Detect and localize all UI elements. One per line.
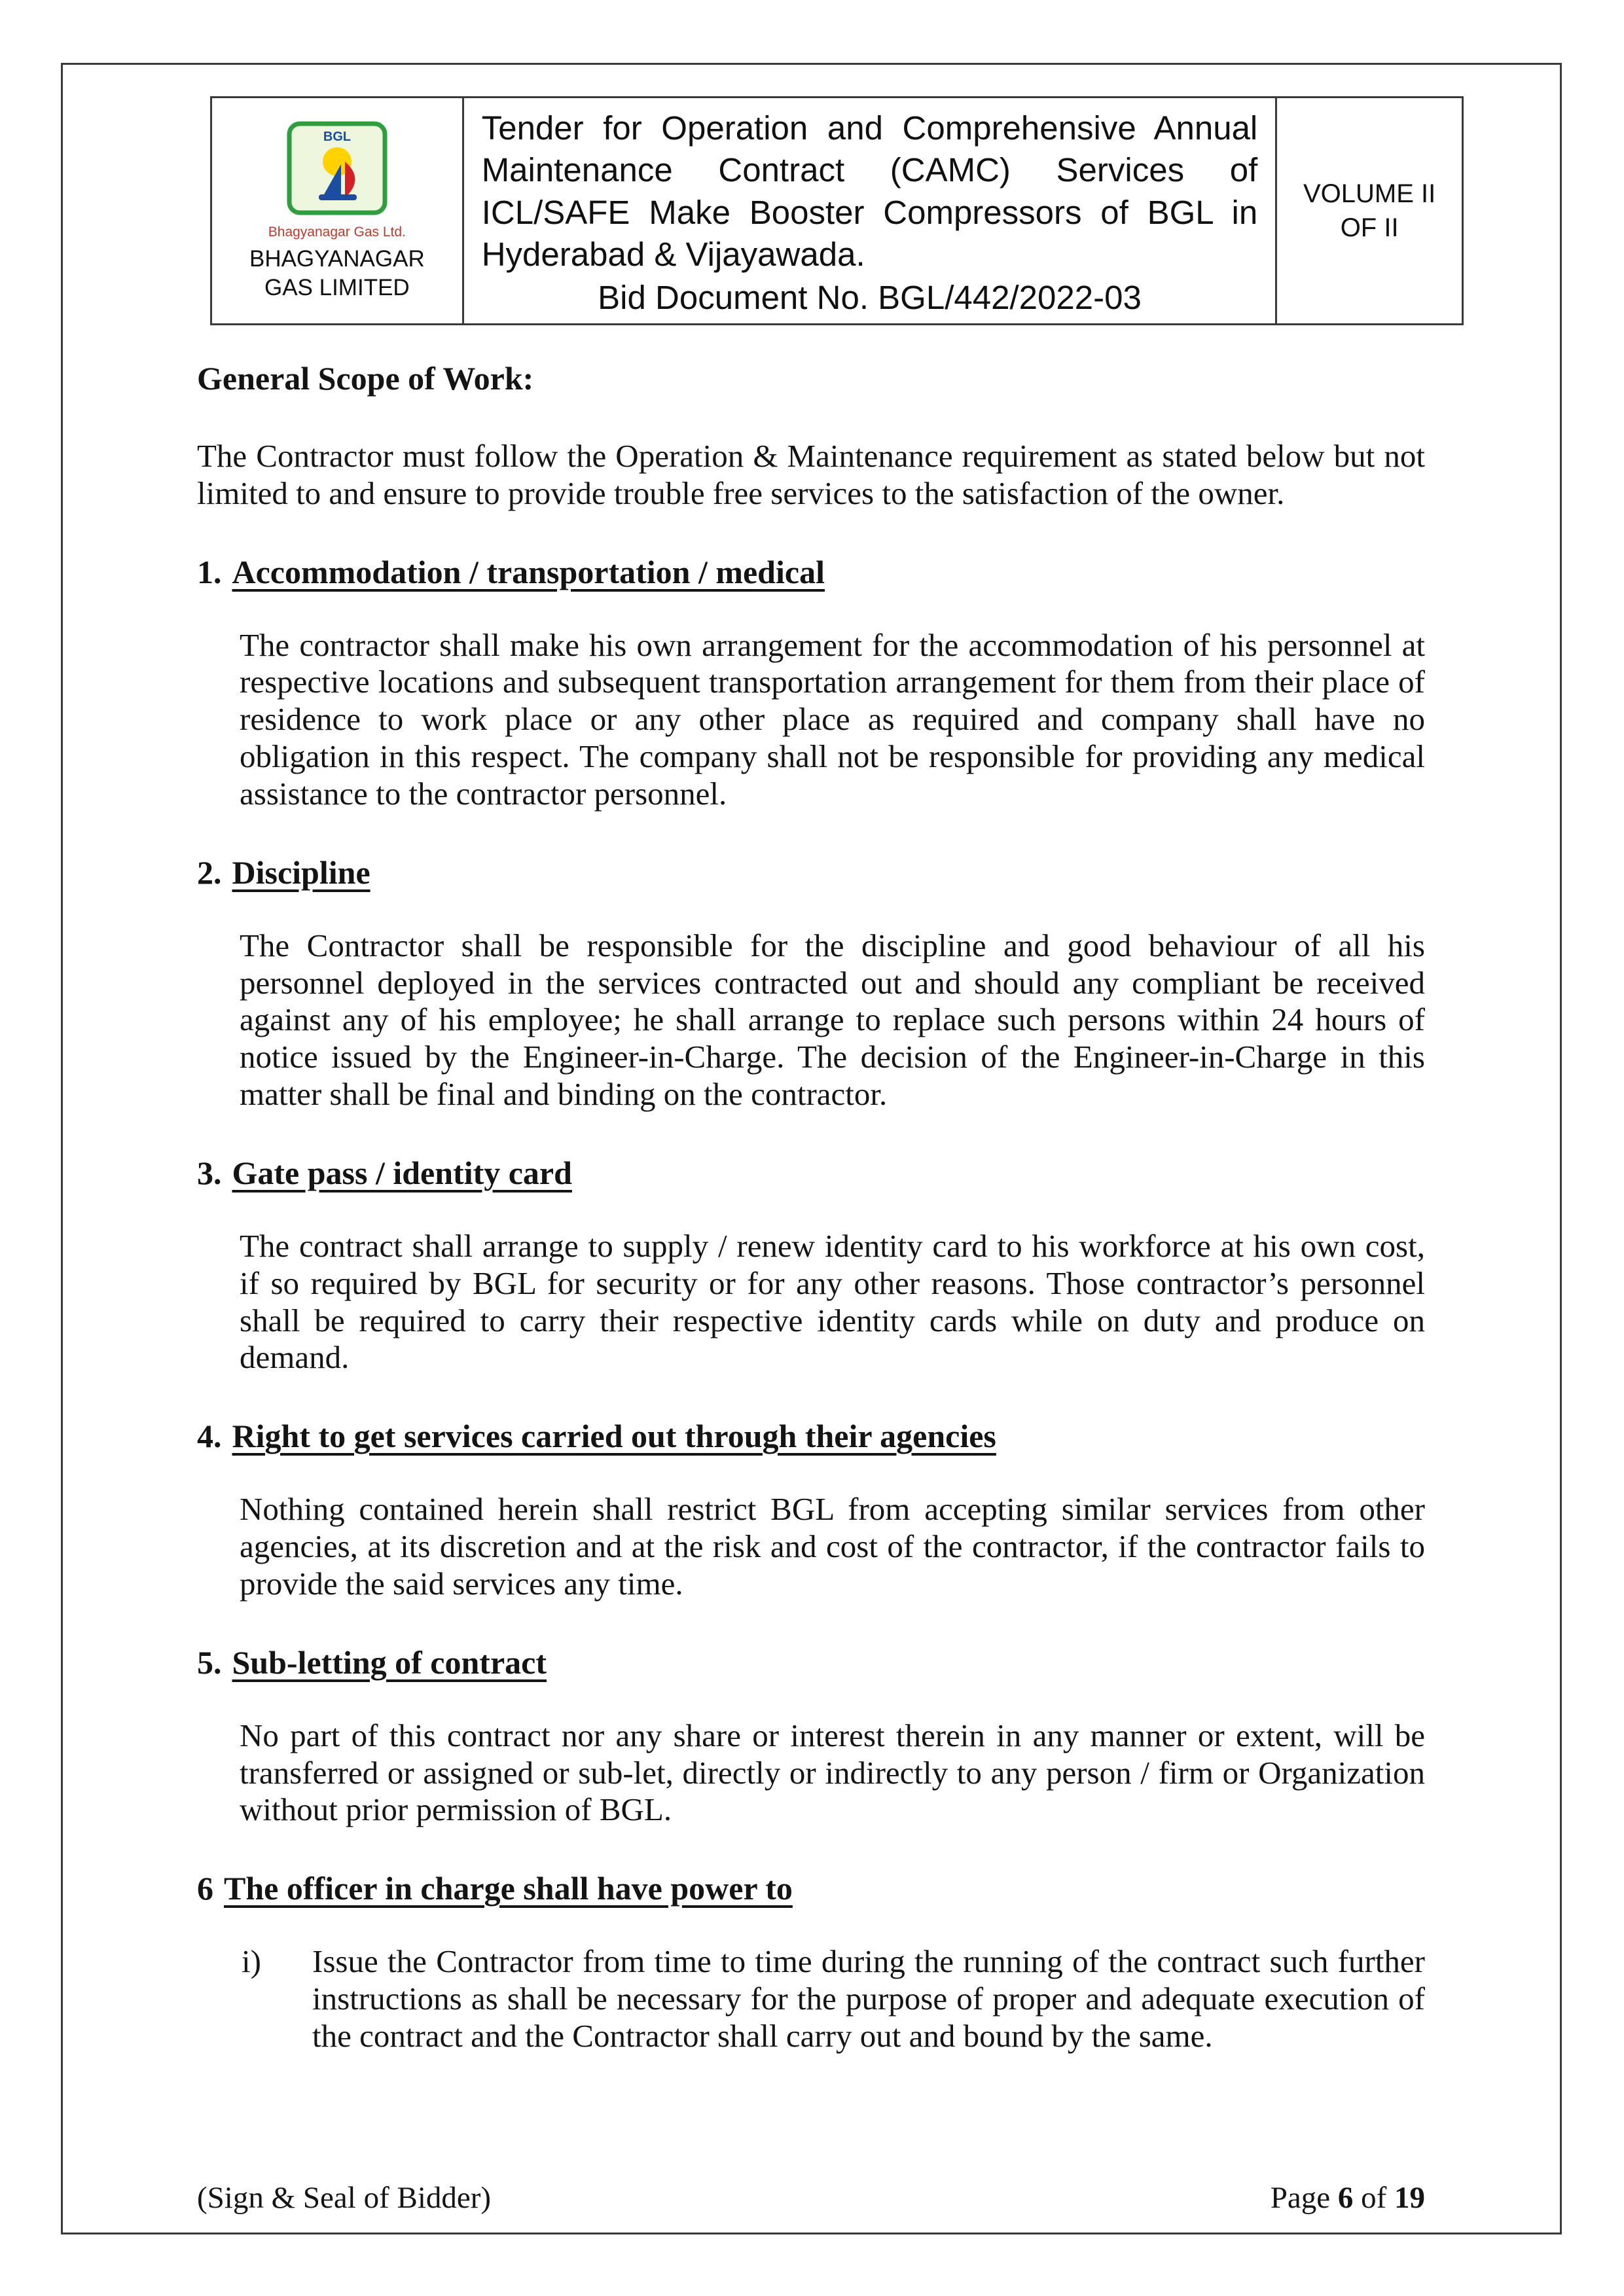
section-5 [197,1643,1425,1829]
section-2-number: 2. [197,853,222,891]
total-page-number: 19 [1394,2181,1425,2215]
document-title: Tender for Operation and Comprehensive Annual Maintenance Contract (CAMC) Services of ICL/SAFE Make Booster Compressors of BGL in Hyderabad & Vijayawada. [481,109,1258,273]
volume-line-2: OF II [1340,213,1399,242]
section-1-number: 1. [197,553,222,590]
page-number-indicator [1271,2180,1425,2215]
header-title-cell [463,98,1276,325]
intro-paragraph: The Contractor must follow the Operation & Maintenance requirement as stated below but not limited to and ensure to provide trouble free services to the satisfaction of the owner. [197,438,1425,511]
current-page-number: 6 [1337,2181,1354,2215]
list-marker-i: i) [242,1943,261,1980]
section-4-title: Right to get services carried out through their agencies [232,1418,996,1455]
section-2 [197,853,1425,1113]
section-5-title: Sub-letting of contract [232,1643,547,1681]
organization-name: BHAGYANAGAR GAS LIMITED [249,245,425,300]
bid-document-number: Bid Document No. BGL/442/2022-03 [598,279,1142,316]
section-3-paragraph: The contract shall arrange to supply / renew identity card to his workforce at his own cost, if so required by BGL for security or for any other reasons. Those contractor’s personnel shall be required to carry their respective identity cards while on duty and produce on demand. [240,1227,1425,1376]
section-6-number: 6 [197,1870,213,1907]
header-table [210,96,1464,325]
section-1-paragraph: The contractor shall make his own arrangement for the accommodation of his personnel at respective locations and subsequent transportation arrangement for them from their place of residence to work place or any other place as required and company shall have no obligation in this respect. The company shall not be responsible for providing any medical assistance to the contractor personnel. [240,626,1425,812]
list-item-i-text: Issue the Contractor from time to time during the running of the contract such further instructions as shall be necessary for the purpose of proper and adequate execution of the contract and the Contractor shall carry out and bound by the same. [312,1943,1425,2054]
section-3-heading [197,1154,1425,1192]
sign-seal-note: (Sign & Seal of Bidder) [197,2181,492,2215]
section-6-item-i [242,1943,1425,2054]
section-4-heading [197,1417,1425,1455]
section-5-number: 5. [197,1643,222,1681]
section-6 [197,1869,1425,2054]
logo-caption: Bhagyanagar Gas Ltd. [268,224,406,240]
section-1-title: Accommodation / transportation / medical [232,553,825,590]
section-3-number: 3. [197,1154,222,1191]
svg-text:BGL: BGL [323,129,351,144]
header-logo-cell [211,98,463,325]
page-word: Page [1270,2181,1331,2215]
page-title: General Scope of Work: [197,360,534,397]
section-6-heading [197,1869,1425,1907]
section-4 [197,1417,1425,1602]
volume-line-1: VOLUME II [1303,179,1436,208]
section-2-heading [197,853,1425,891]
section-1 [197,553,1425,813]
section-4-paragraph: Nothing contained herein shall restrict BGL from accepting similar services from other agencies, at its discretion and at the risk and cost of the contractor, if the contractor fails to provide the said services any time. [240,1491,1425,1602]
page-border [61,63,1562,2234]
section-2-title: Discipline [232,853,370,891]
section-3-title: Gate pass / identity card [232,1154,572,1191]
section-5-heading [197,1643,1425,1681]
section-1-heading [197,553,1425,591]
bgl-logo-icon [285,121,389,224]
section-2-paragraph: The Contractor shall be responsible for the discipline and good behaviour of all his personnel deployed in the services contracted out and should any compliant be received against any of his employee; he shall arrange to replace such persons within 24 hours of notice issued by the Engineer-in-Charge. The decision of the Engineer-in-Charge in this matter shall be final and binding on the contractor. [240,927,1425,1113]
section-4-number: 4. [197,1418,222,1455]
page-footer [197,2180,1425,2215]
section-6-title: The officer in charge shall have power to [224,1870,793,1907]
of-word: of [1361,2181,1387,2215]
header-volume-cell [1276,98,1463,325]
section-5-paragraph: No part of this contract nor any share or interest therein in any manner or extent, will be transferred or assigned or sub-let, directly or indirectly to any person / firm or Organization without prior permission of BGL. [240,1717,1425,1828]
section-3 [197,1154,1425,1376]
